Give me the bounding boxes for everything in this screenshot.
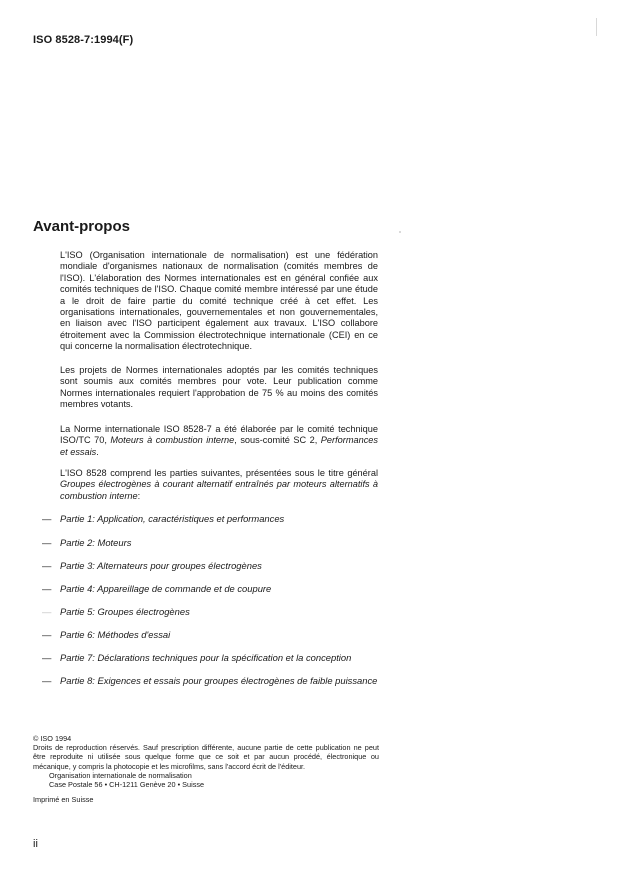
p3-text-after: . — [96, 446, 99, 457]
page-number: ii — [33, 838, 38, 850]
paragraph-committee — [60, 424, 378, 458]
copyright-line: © ISO 1994 — [33, 734, 72, 743]
copyright-rights: Droits de reproduction réservés. Sauf prescription différente, aucune partie de cette publication ne peut être reproduite ni utilisée sous quelque forme que ce soit et par aucun procédé, électronique ou mécanique, y compris la photocopie et les microfilms, sans l'accord écrit de l'éditeur. — [33, 743, 379, 771]
paragraph-voting: Les projets de Normes internationales adoptés par les comités techniques sont soumis aux comités membres pour vote. Leur publication comme Normes internationales requiert l'approbation de 75 % au moins des comités membres votants. — [60, 365, 378, 410]
list-item — [42, 513, 382, 524]
p3-text-before: La Norme internationale ISO 8528-7 a été élaborée par le comité technique ISO/TC 70, — [60, 424, 378, 446]
p3-text-middle: , sous-comité SC 2, — [234, 435, 321, 446]
part-label: Partie 2: Moteurs — [60, 537, 132, 548]
copyright-printed: Imprimé en Suisse — [33, 795, 94, 805]
copyright-address: Case Postale 56 • CH-1211 Genève 20 • Suisse — [49, 780, 205, 790]
list-dash: — — [42, 583, 52, 594]
list-item — [42, 629, 382, 640]
list-dash: — — [42, 652, 52, 663]
list-dash: — — [42, 537, 52, 548]
parts-list — [42, 513, 382, 686]
part-label: Partie 6: Méthodes d'essai — [60, 629, 171, 640]
list-item — [42, 560, 382, 571]
paragraph-iso-description: L'ISO (Organisation internationale de normalisation) est une fédération mondiale d'organismes nationaux de normalisation (comités membres de l'ISO). L'élaboration des Normes internationales est en général confiée aux comités techniques de l'ISO. Chaque comité membre intéressé par une étude a le droit de faire partie du comité technique créé à cet effet. Les organisations internationales, gouvernementales et non gouvernementales, en liaison avec l'ISO participent également aux travaux. L'ISO collabore étroitement avec la Commission électrotechnique internationale (CEI) en ce qui concerne la normalisation électrotechnique. — [60, 250, 378, 352]
list-item — [42, 606, 382, 617]
section-title: Avant-propos — [33, 218, 130, 235]
p4-text-after: : — [137, 490, 141, 501]
list-dash: — — [42, 606, 52, 617]
list-item — [42, 652, 382, 663]
part-label: Partie 3: Alternateurs pour groupes électrogènes — [60, 560, 262, 571]
copyright-block — [33, 734, 379, 804]
list-item — [42, 537, 382, 548]
list-item — [42, 675, 382, 686]
part-label: Partie 4: Appareillage de commande et de coupure — [60, 583, 272, 594]
list-dash: — — [42, 675, 52, 686]
copyright-org: Organisation internationale de normalisation — [49, 770, 192, 780]
list-item — [42, 583, 382, 594]
list-dash: — — [42, 560, 52, 571]
p4-text-before: L'ISO 8528 comprend les parties suivantes, présentées sous le titre général — [60, 468, 378, 478]
part-label: Partie 8: Exigences et essais pour groupes électrogènes de faible puissance — [60, 675, 378, 686]
p3-italic-subcommittee: Performances et essais — [60, 435, 378, 457]
list-dash: — — [42, 629, 52, 640]
document-reference: ISO 8528-7:1994(F) — [33, 34, 134, 46]
p3-italic-committee: Moteurs à combustion interne — [110, 435, 235, 446]
paragraph-parts-intro — [60, 468, 378, 502]
p4-italic-title: Groupes électrogènes à courant alternatif entraînés par moteurs alternatifs à combustion interne — [60, 479, 378, 501]
part-label: Partie 1: Application, caractéristiques et performances — [60, 513, 285, 524]
list-dash: — — [42, 513, 52, 524]
corner-mark — [596, 18, 597, 36]
scan-dot — [399, 231, 401, 233]
part-label: Partie 7: Déclarations techniques pour la spécification et la conception — [60, 652, 352, 663]
part-label: Partie 5: Groupes électrogènes — [60, 606, 190, 617]
